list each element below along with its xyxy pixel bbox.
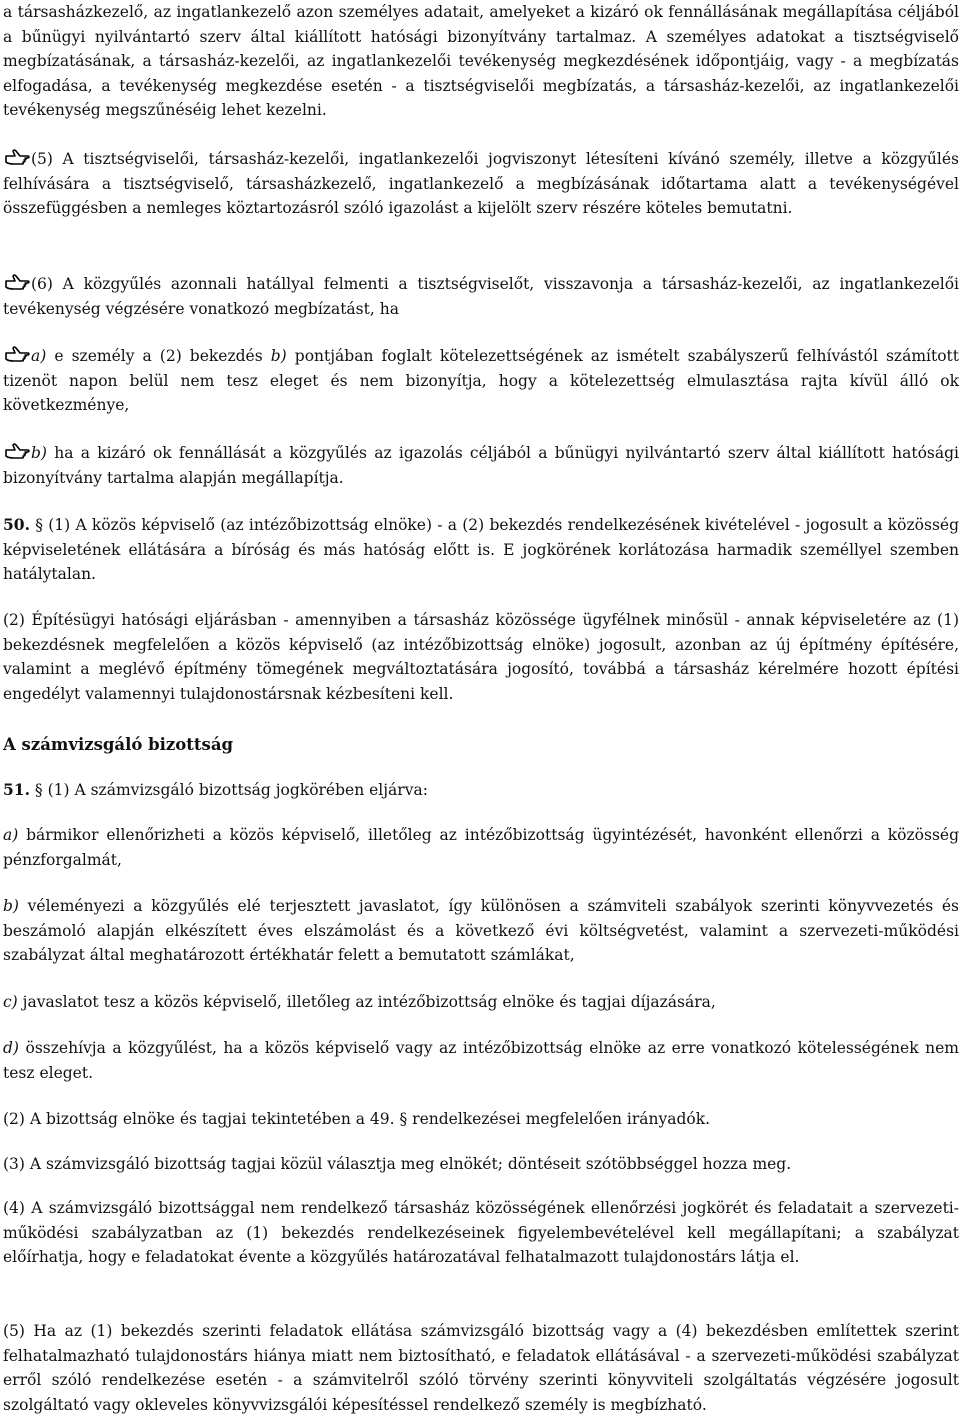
section-51-paragraph-5 [3,1319,959,1417]
section-50-paragraph-1 [3,513,959,587]
pointing-hand-icon [3,148,31,166]
section-51-paragraph-1 [3,778,959,803]
point-label: b) [270,347,287,365]
section-number: 50. [3,515,30,534]
paragraph-6 [3,272,959,321]
paragraph-text: összehívja a közgyűlést, ha a közös képviselő vagy az intézőbizottság elnöke az erre vonatkozó kötelességének nem tesz eleget. [3,1039,959,1082]
section-heading: A számvizsgáló bizottság [3,735,234,754]
pointing-hand-icon [3,273,31,291]
paragraph-text: bármikor ellenőrizheti a közös képviselő, illetőleg az intézőbizottság ügyintézését, havonként ellenőrzi a közösség pénzforgalmát, [3,826,959,869]
point-label: b) [31,444,47,462]
paragraph-text: (2) A bizottság elnöke és tagjai tekintetében a 49. § rendelkezései megfelelően irányadók. [3,1110,711,1128]
point-d [3,1036,959,1085]
paragraph-text: ha a kizáró ok fennállását a közgyűlés az igazolás céljából a bűnügyi nyilvántartó szerv által kiállított hatósági bizonyítvány tartalma alapján megállapítja. [3,444,959,487]
section-51-paragraph-4 [3,1196,959,1270]
paragraph-text: (4) A számvizsgáló bizottsággal nem rendelkező társasház közösségének ellenőrzési jogkörét és feladatait a szervezeti-működési szabályzatban az (1) bekezdés rendelkezéseinek figyelembevételével kell megállapítani; a szabályzat előírhatja, hogy e feladatokat évente a közgyűlés határozatával felhatalmazott tulajdonostárs látja el. [3,1199,959,1266]
paragraph-text: (5) A tisztségviselői, társasház-kezelői, ingatlankezelői jogviszonyt létesíteni kívánó személy, illetve a közgyűlés felhívására a tisztségviselő, társasházkezelő, ingatlankezelő a megbízásának időtartama alatt a tevékenységével összefüggésben a nemleges köztartozásról szóló igazolást a kijelölt szerv részére köteles bemutatni. [3,150,959,217]
pointing-hand-icon [3,442,31,460]
point-label: c) [3,993,18,1011]
paragraph-text: (2) Építésügyi hatósági eljárásban - amennyiben a társasház közössége ügyfélnek minősül - annak képviseletére az (1) bekezdésnek megfelelően a közös képviselő (az intézőbizottság elnöke) jogosult, azonban az új építmény építésére, valamint a meglévő építmény tömegének megváltoztatására jogosító, továbbá a társasház kérelmére hozott építési engedélyt valamennyi tulajdonostársnak kézbesíteni kell. [3,611,959,703]
section-number: 51. [3,780,30,799]
paragraph-text: véleményezi a közgyűlés elé terjesztett javaslatot, így különösen a számviteli szabályok szerinti könyvvezetés és beszámoló alapján elkészített éves elszámolást és a következő évi költségvetést, valamint a szervezeti-működési szabályzat által meghatározott értékhatár felett a bemutatott számlákat, [3,897,959,964]
point-label: a) [31,347,47,365]
paragraph-text: (1) A számvizsgáló bizottság jogkörében eljárva: [42,781,428,799]
paragraph-text: pontjában foglalt kötelezettségének az ismételt szabályszerű felhívástól számított tizenöt napon belül nem tesz eleget és nem bizonyítja, hogy a kötelezettség elmulasztása rajta kívül álló ok következménye, [3,347,959,414]
pointing-hand-icon [3,345,31,363]
point-b [3,894,959,968]
point-c [3,990,959,1015]
paragraph-text: (3) A számvizsgáló bizottság tagjai közül választja meg elnökét; döntéseit szótöbbséggel hozza meg. [3,1155,792,1173]
point-label: a) [3,826,19,844]
paragraph-data-handling [3,0,959,123]
paragraph-text: (5) Ha az (1) bekezdés szerinti feladatok ellátása számvizsgáló bizottság vagy a (4) bekezdésben említettek szerint felhatalmazható tulajdonostárs hiánya miatt nem biztosítható, e feladatok ellátásával - a szervezeti-működési szabályzat erről szóló rendelkezése esetén - a számvitelről szóló törvény szerinti könyvviteli szolgáltatás végzésére jogosult szolgáltató vagy okleveles könyvvizsgálói képesítéssel rendelkező személy is megbízható. [3,1322,959,1414]
paragraph-text: (6) A közgyűlés azonnali hatállyal felmenti a tisztségviselőt, visszavonja a társasház-kezelői, az ingatlankezelői tevékenység végzésére vonatkozó megbízatást, ha [3,275,959,318]
section-51-paragraph-3 [3,1152,959,1177]
section-50-paragraph-2 [3,608,959,706]
paragraph-text: e személy a (2) bekezdés [46,347,271,365]
point-label: d) [3,1039,19,1057]
paragraph-text: (1) A közös képviselő (az intézőbizottság elnöke) - a (2) bekezdés rendelkezésének kivételével - jogosult a közösség képviseletének ellátására a bíróság és más hatóság előtt is. E jogkörének korlátozása harmadik személlyel szemben hatálytalan. [3,516,959,583]
paragraph-text: a társasházkezelő, az ingatlankezelő azon személyes adatait, amelyeket a kizáró ok fennállásának megállapítása céljából a bűnügyi nyilvántartó szerv által kiállított hatósági bizonyítvány tartalmaz. A személyes adatokat a tisztségviselő megbízatásának, a társasház-kezelői, az ingatlankezelői tevékenység megkezdésének időpontjáig, vagy - a megbízatás elfogadása, a tevékenység megkezdése esetén - a tisztségviselői megbízatás, a társasház-kezelői, az ingatlankezelői tevékenység megszűnéséig lehet kezelni. [3,3,959,119]
section-51-paragraph-2 [3,1107,959,1132]
paragraph-6a [3,344,959,418]
point-label: b) [3,897,19,915]
section-sign: § [29,516,43,534]
section-sign: § [29,781,43,799]
paragraph-6b [3,441,959,490]
paragraph-5 [3,147,959,221]
point-a [3,823,959,872]
paragraph-text: javaslatot tesz a közös képviselő, illetőleg az intézőbizottság elnöke és tagjai díjazására, [17,993,716,1011]
